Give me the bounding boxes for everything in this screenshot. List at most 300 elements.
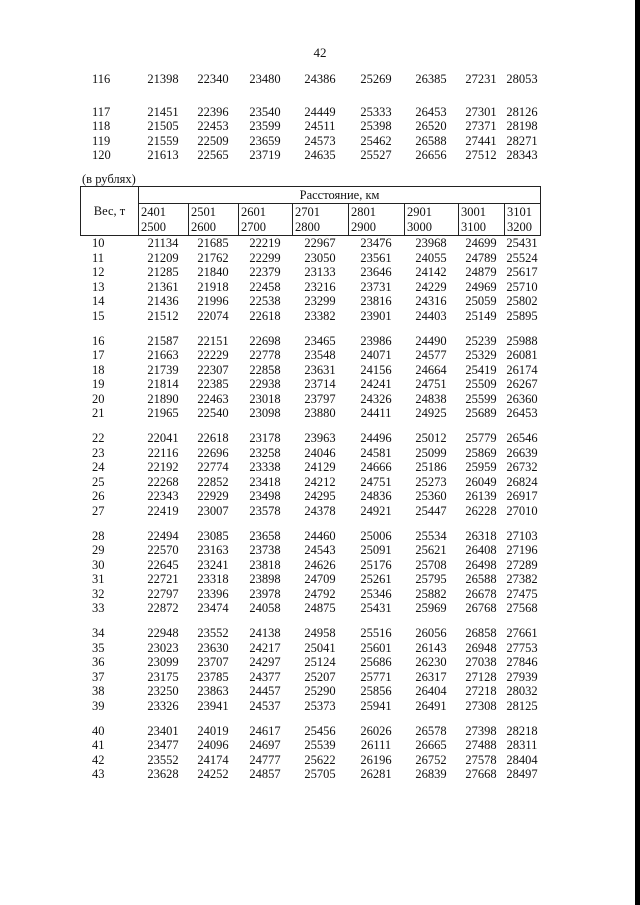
price-cell: 24449	[304, 104, 336, 119]
price-cell: 27578	[465, 752, 497, 767]
price-cell: 25124	[304, 655, 336, 669]
weight-cell: 36	[92, 655, 105, 669]
price-cell: 25524	[506, 250, 538, 265]
price-cell: 25601	[360, 640, 392, 655]
price-cell: 26656	[415, 148, 447, 162]
price-cell: 27441	[465, 133, 497, 148]
table-row	[80, 460, 540, 475]
price-cell: 27231	[465, 72, 497, 86]
price-cell: 22268	[147, 474, 179, 489]
price-cell: 26143	[415, 640, 447, 655]
price-cell: 23631	[304, 362, 336, 377]
price-cell: 28198	[506, 119, 538, 133]
row-gap	[80, 323, 540, 334]
price-cell: 24156	[360, 362, 392, 377]
price-cell: 25621	[415, 543, 447, 557]
table-row	[80, 251, 540, 266]
price-cell: 24635	[304, 148, 336, 162]
tariff-table	[80, 236, 540, 782]
price-cell: 26498	[465, 557, 497, 572]
price-cell: 26948	[465, 640, 497, 655]
price-cell: 22041	[147, 431, 179, 445]
price-cell: 22698	[249, 333, 281, 348]
table-row	[80, 767, 540, 782]
price-cell: 24490	[415, 333, 447, 348]
price-cell: 21739	[147, 362, 179, 377]
price-cell: 23963	[304, 431, 336, 445]
price-cell: 23707	[197, 655, 229, 669]
table-row	[80, 543, 540, 558]
price-cell: 27846	[506, 655, 538, 669]
distance-range-header	[405, 204, 459, 236]
price-cell: 27753	[506, 640, 538, 655]
price-cell: 24664	[415, 362, 447, 377]
price-cell: 27196	[506, 543, 538, 557]
price-cell: 22929	[197, 489, 229, 503]
price-cell: 22967	[304, 236, 336, 250]
price-cell: 24411	[360, 406, 392, 420]
price-cell: 23477	[147, 738, 179, 752]
price-cell: 23561	[360, 250, 392, 265]
price-cell: 23258	[249, 445, 281, 460]
price-cell: 25708	[415, 557, 447, 572]
price-cell: 24777	[249, 752, 281, 767]
price-cell: 27010	[506, 503, 538, 518]
price-cell: 24055	[415, 250, 447, 265]
price-cell: 22307	[197, 362, 229, 377]
range-from: 2601	[241, 204, 266, 219]
price-cell: 23098	[249, 406, 281, 420]
price-cell: 26026	[360, 723, 392, 738]
weight-cell: 34	[92, 626, 105, 640]
price-cell: 24751	[415, 377, 447, 391]
weight-cell: 10	[92, 236, 105, 250]
price-cell: 26360	[506, 391, 538, 406]
weight-column-header: Вес, т	[81, 187, 139, 236]
price-cell: 25149	[465, 308, 497, 323]
range-from: 2801	[351, 204, 376, 219]
price-cell: 26385	[415, 72, 447, 86]
table-row	[80, 105, 540, 120]
price-cell: 24096	[197, 738, 229, 752]
price-cell: 24838	[415, 391, 447, 406]
price-cell: 25617	[506, 265, 538, 279]
price-cell: 23818	[249, 557, 281, 572]
table-row	[80, 684, 540, 699]
price-cell: 28125	[506, 698, 538, 713]
price-cell: 22458	[249, 279, 281, 294]
table-row	[80, 119, 540, 134]
price-cell: 25802	[506, 294, 538, 308]
price-cell: 25006	[360, 528, 392, 543]
price-cell: 23382	[304, 308, 336, 323]
table-row	[80, 236, 540, 251]
price-cell: 23465	[304, 333, 336, 348]
price-cell: 23785	[197, 669, 229, 684]
price-cell: 24377	[249, 669, 281, 684]
price-cell: 24295	[304, 489, 336, 503]
price-cell: 28271	[506, 133, 538, 148]
table-row	[80, 406, 540, 421]
range-from: 3101	[507, 204, 532, 219]
price-cell: 24925	[415, 406, 447, 420]
price-cell: 23396	[197, 586, 229, 601]
weight-cell: 15	[92, 308, 105, 323]
price-cell: 21814	[147, 377, 179, 391]
weight-cell: 22	[92, 431, 105, 445]
price-cell: 23901	[360, 308, 392, 323]
price-cell: 23326	[147, 698, 179, 713]
price-cell: 23178	[249, 431, 281, 445]
table-row	[80, 294, 540, 309]
price-cell: 28053	[506, 72, 538, 86]
price-cell: 24378	[304, 503, 336, 518]
table-row	[80, 724, 540, 739]
price-cell: 26317	[415, 669, 447, 684]
price-cell: 22396	[197, 104, 229, 119]
table-row	[80, 572, 540, 587]
price-cell: 23941	[197, 698, 229, 713]
price-cell: 24217	[249, 640, 281, 655]
price-cell: 25419	[465, 362, 497, 377]
price-cell: 27371	[465, 119, 497, 133]
table-row	[80, 670, 540, 685]
range-from: 2401	[141, 204, 166, 219]
price-cell: 23797	[304, 391, 336, 406]
price-cell: 21285	[147, 265, 179, 279]
price-cell: 26491	[415, 698, 447, 713]
price-cell: 24709	[304, 572, 336, 586]
price-cell: 25516	[360, 626, 392, 640]
price-cell: 25705	[304, 767, 336, 781]
price-cell: 25771	[360, 669, 392, 684]
price-cell: 23250	[147, 684, 179, 698]
price-cell: 26678	[465, 586, 497, 601]
price-cell: 23338	[249, 460, 281, 474]
row-gap	[80, 713, 540, 724]
price-cell: 25869	[465, 445, 497, 460]
price-cell: 22618	[249, 308, 281, 323]
price-cell: 21559	[147, 133, 179, 148]
price-cell: 24071	[360, 348, 392, 362]
price-cell: 21663	[147, 348, 179, 362]
currency-note: (в рублях)	[82, 172, 136, 186]
price-cell: 26318	[465, 528, 497, 543]
table-row	[80, 392, 540, 407]
price-cell: 26546	[506, 431, 538, 445]
price-cell: 24879	[465, 265, 497, 279]
price-cell: 23552	[147, 752, 179, 767]
price-cell: 23476	[360, 236, 392, 250]
price-cell: 24792	[304, 586, 336, 601]
price-cell: 24699	[465, 236, 497, 250]
price-cell: 22696	[197, 445, 229, 460]
price-cell: 21505	[147, 119, 179, 133]
price-cell: 25207	[304, 669, 336, 684]
price-cell: 26768	[465, 601, 497, 615]
distance-range-header	[239, 204, 293, 236]
price-cell: 25431	[360, 601, 392, 615]
price-cell: 26578	[415, 723, 447, 738]
weight-cell: 19	[92, 377, 105, 391]
weight-cell: 24	[92, 460, 105, 474]
price-cell: 27568	[506, 601, 538, 615]
weight-cell: 27	[92, 503, 105, 518]
table-row	[80, 504, 540, 519]
price-cell: 21451	[147, 104, 179, 119]
price-cell: 26824	[506, 474, 538, 489]
price-cell: 22463	[197, 391, 229, 406]
price-cell: 25176	[360, 557, 392, 572]
price-cell: 26281	[360, 767, 392, 781]
price-cell: 24138	[249, 626, 281, 640]
price-cell: 26858	[465, 626, 497, 640]
price-cell: 25509	[465, 377, 497, 391]
price-cell: 27289	[506, 557, 538, 572]
price-cell: 21512	[147, 308, 179, 323]
price-cell: 22565	[197, 148, 229, 162]
price-cell: 22379	[249, 265, 281, 279]
price-cell: 26111	[360, 738, 392, 752]
price-cell: 25329	[465, 348, 497, 362]
price-cell: 27668	[465, 767, 497, 781]
weight-cell: 32	[92, 586, 105, 601]
price-cell: 21587	[147, 333, 179, 348]
price-cell: 22453	[197, 119, 229, 133]
price-cell: 21613	[147, 148, 179, 162]
price-cell: 25269	[360, 72, 392, 86]
price-cell: 24460	[304, 528, 336, 543]
price-cell: 21209	[147, 250, 179, 265]
price-cell: 28497	[506, 767, 538, 781]
price-cell: 23401	[147, 723, 179, 738]
weight-cell: 118	[92, 119, 111, 133]
weight-cell: 29	[92, 543, 105, 557]
price-cell: 25099	[415, 445, 447, 460]
price-cell: 22151	[197, 333, 229, 348]
price-cell: 28032	[506, 684, 538, 698]
price-cell: 26174	[506, 362, 538, 377]
table-row	[80, 699, 540, 714]
price-cell: 25261	[360, 572, 392, 586]
distance-range-header	[505, 204, 541, 236]
price-cell: 26520	[415, 119, 447, 133]
price-cell: 22797	[147, 586, 179, 601]
price-cell: 25091	[360, 543, 392, 557]
price-cell: 24129	[304, 460, 336, 474]
price-cell: 23474	[197, 601, 229, 615]
price-cell: 24511	[304, 119, 336, 133]
price-cell: 21965	[147, 406, 179, 420]
price-cell: 27382	[506, 572, 538, 586]
price-cell: 23133	[304, 265, 336, 279]
price-cell: 26267	[506, 377, 538, 391]
price-cell: 22419	[147, 503, 179, 518]
price-cell: 25895	[506, 308, 538, 323]
table-row	[80, 348, 540, 363]
table-row	[80, 334, 540, 349]
price-cell: 24626	[304, 557, 336, 572]
price-cell: 23163	[197, 543, 229, 557]
price-cell: 22721	[147, 572, 179, 586]
price-cell: 23880	[304, 406, 336, 420]
price-cell: 23986	[360, 333, 392, 348]
price-cell: 24836	[360, 489, 392, 503]
row-gap	[80, 616, 540, 627]
price-cell: 24875	[304, 601, 336, 615]
price-cell: 22385	[197, 377, 229, 391]
price-cell: 26139	[465, 489, 497, 503]
weight-cell: 119	[92, 133, 111, 148]
price-cell: 23548	[304, 348, 336, 362]
price-cell: 21918	[197, 279, 229, 294]
table-row	[80, 587, 540, 602]
weight-cell: 38	[92, 684, 105, 698]
table-row	[80, 134, 540, 149]
price-cell: 23418	[249, 474, 281, 489]
price-cell: 24543	[304, 543, 336, 557]
table-header	[80, 186, 541, 236]
table-row	[80, 558, 540, 573]
weight-cell: 41	[92, 738, 105, 752]
price-cell: 25686	[360, 655, 392, 669]
price-cell: 23498	[249, 489, 281, 503]
table-row	[80, 753, 540, 768]
price-cell: 25622	[304, 752, 336, 767]
price-cell: 26196	[360, 752, 392, 767]
price-cell: 24386	[304, 72, 336, 86]
price-cell: 27512	[465, 148, 497, 162]
price-cell: 25882	[415, 586, 447, 601]
price-cell: 27488	[465, 738, 497, 752]
row-gap	[80, 518, 540, 529]
range-from: 2901	[407, 204, 432, 219]
price-cell: 23540	[249, 104, 281, 119]
price-cell: 22219	[249, 236, 281, 250]
range-from: 3001	[461, 204, 486, 219]
price-cell: 22852	[197, 474, 229, 489]
price-cell: 24751	[360, 474, 392, 489]
price-cell: 22570	[147, 543, 179, 557]
price-cell: 27661	[506, 626, 538, 640]
price-cell: 23023	[147, 640, 179, 655]
price-cell: 26404	[415, 684, 447, 698]
distance-range-header	[349, 204, 405, 236]
price-cell: 24046	[304, 445, 336, 460]
price-cell: 24496	[360, 431, 392, 445]
weight-cell: 18	[92, 362, 105, 377]
price-cell: 25431	[506, 236, 538, 250]
price-cell: 25398	[360, 119, 392, 133]
distance-range-header	[189, 204, 239, 236]
price-cell: 22340	[197, 72, 229, 86]
weight-cell: 26	[92, 489, 105, 503]
price-cell: 24241	[360, 377, 392, 391]
weight-cell: 30	[92, 557, 105, 572]
weight-cell: 20	[92, 391, 105, 406]
price-cell: 24403	[415, 308, 447, 323]
price-cell: 25360	[415, 489, 447, 503]
range-to: 2700	[241, 219, 266, 234]
price-cell: 28218	[506, 723, 538, 738]
row-gap	[80, 421, 540, 432]
table-row	[80, 431, 540, 446]
weight-cell: 23	[92, 445, 105, 460]
table-row	[80, 72, 540, 87]
price-cell: 26917	[506, 489, 538, 503]
price-cell: 24316	[415, 294, 447, 308]
price-cell: 28126	[506, 104, 538, 119]
price-cell: 21134	[147, 236, 179, 250]
price-cell: 22778	[249, 348, 281, 362]
price-cell: 24229	[415, 279, 447, 294]
price-cell: 25539	[304, 738, 336, 752]
price-cell: 25012	[415, 431, 447, 445]
price-cell: 21762	[197, 250, 229, 265]
price-cell: 24697	[249, 738, 281, 752]
price-cell: 25969	[415, 601, 447, 615]
price-cell: 22494	[147, 528, 179, 543]
range-to: 2500	[141, 219, 166, 234]
price-cell: 22872	[147, 601, 179, 615]
price-cell: 25599	[465, 391, 497, 406]
price-cell: 26752	[415, 752, 447, 767]
price-cell: 26056	[415, 626, 447, 640]
range-to: 2900	[351, 219, 376, 234]
weight-cell: 120	[92, 148, 111, 162]
weight-cell: 117	[92, 104, 111, 119]
table-row	[80, 655, 540, 670]
price-cell: 22938	[249, 377, 281, 391]
price-cell: 27939	[506, 669, 538, 684]
price-cell: 25041	[304, 640, 336, 655]
price-cell: 24212	[304, 474, 336, 489]
price-cell: 25710	[506, 279, 538, 294]
price-cell: 23898	[249, 572, 281, 586]
price-cell: 25795	[415, 572, 447, 586]
price-cell: 25333	[360, 104, 392, 119]
price-cell: 25346	[360, 586, 392, 601]
price-cell: 22538	[249, 294, 281, 308]
price-cell: 25856	[360, 684, 392, 698]
range-from: 2701	[295, 204, 320, 219]
price-cell: 27475	[506, 586, 538, 601]
price-cell: 23085	[197, 528, 229, 543]
row-gap	[80, 87, 540, 105]
price-cell: 22618	[197, 431, 229, 445]
range-to: 2800	[295, 219, 320, 234]
price-cell: 26081	[506, 348, 538, 362]
price-cell: 23099	[147, 655, 179, 669]
price-cell: 23658	[249, 528, 281, 543]
table-row	[80, 148, 540, 163]
price-cell: 27398	[465, 723, 497, 738]
price-cell: 27038	[465, 655, 497, 669]
price-cell: 23299	[304, 294, 336, 308]
price-cell: 23318	[197, 572, 229, 586]
price-cell: 28311	[506, 738, 538, 752]
table-row	[80, 489, 540, 504]
price-cell: 21840	[197, 265, 229, 279]
price-cell: 22343	[147, 489, 179, 503]
price-cell: 24297	[249, 655, 281, 669]
price-cell: 22774	[197, 460, 229, 474]
weight-cell: 42	[92, 752, 105, 767]
price-cell: 27308	[465, 698, 497, 713]
price-cell: 24142	[415, 265, 447, 279]
price-cell: 23659	[249, 133, 281, 148]
price-cell: 24537	[249, 698, 281, 713]
